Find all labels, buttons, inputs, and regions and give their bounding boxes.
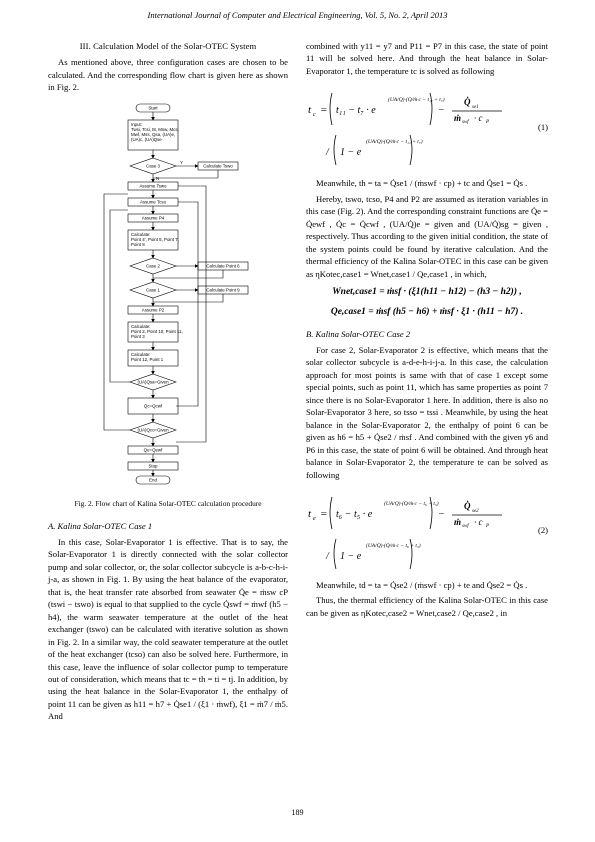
flow-calc-block3: Calculate: Point 12, Point 1 — [131, 351, 164, 362]
right-column — [306, 40, 548, 622]
svg-text:P: P — [486, 523, 490, 529]
flow-calc-block: Calculate: Point 4', Point 5, Point 7, Point 8 — [131, 231, 179, 247]
running-header: International Journal of Computer and Electrical Engineering, Vol. 5, No. 2, April 2013 — [147, 10, 448, 20]
svg-text:1 − e: 1 − e — [340, 147, 362, 159]
svg-text:c: c — [313, 112, 316, 119]
svg-text:ṁ: ṁ — [454, 516, 462, 527]
svg-text:t₆ − t₅ · e: t₆ − t₅ · e — [336, 508, 373, 520]
svg-text:−: − — [438, 105, 445, 117]
flow-input: Input: Twsi, Tcsi, t8, Msw, Mcs, Mwf, Mss, Qsa, (UA)e, (UA)c, (UA)Qse — [131, 121, 179, 142]
svg-text:· c: · c — [474, 113, 483, 124]
subsection-a-title: A. Kalina Solar-OTEC Case 1 — [48, 520, 153, 531]
flow-label-n: N — [156, 175, 160, 181]
svg-text:swf: swf — [462, 120, 469, 126]
flow-calc-tswo: Calculate Tswo — [203, 163, 233, 169]
flow-qe: Qe=Qewf — [143, 447, 163, 453]
flow-cond1: (UA)Qsa=Given — [137, 379, 169, 385]
flow-chart — [48, 98, 288, 493]
flow-label-y: Y — [180, 159, 183, 165]
paragraph-meanwhile-1: Meanwhile, th = ta = Q̇se1 / (ṁswf · cp) + tc and Q̇se1 = Q̇s . — [316, 178, 528, 189]
equation-q-e: Qe,case1 = ṁsf (h5 − h6) + ṁsf · ξ1 · (h11 − h7) . — [330, 306, 524, 317]
page-number: 189 — [291, 808, 304, 817]
flow-case2: Case 2 — [146, 263, 160, 269]
svg-text:P: P — [486, 120, 490, 126]
svg-text:Q̇: Q̇ — [464, 500, 471, 511]
svg-text:ṁ: ṁ — [454, 113, 462, 124]
flow-qc: Qc=Qcwf — [143, 403, 163, 409]
svg-text:/: / — [326, 550, 329, 562]
paragraph-case1: In this case, Solar-Evaporator 1 is effective. That is to say, the Solar-Evaporator 1 is directly connected with the solar collector pump and solar collector, or, the solar collector subcycle is a-b-c-h-i-j-a, as shown in Fig. 1. By using the heat balance of the evaporator, that is, the heat transfer rate absorbed from seawater Q̇e = ṁsw cP (tswi − tswo) is equal to that supplied to the cycle Q̇swf = ṁwf (h5 − h4), the warm seawater temperature at the outlet of the heat exchanger (tswo) can be calculated with iterative solution as shown in Fig. 2. In a similar way, the cold seawater temperature at the outlet of the heat exchanger (tcso) can also be solved here. Furthermore, in this case, leave the influence of solar collector pump to temperature out of consideration, which means that tc = th = ti = tj. In addition, by using the heat balance in the Solar-Evaporator 1, the enthalpy of point 11 can be given as h11 = h7 + Q̇se1 / (ξ1 · ṁwf), ξ1 = ṁ7 / ṁ5. And — [48, 537, 288, 722]
svg-text:e: e — [313, 515, 316, 522]
flow-end: End — [149, 477, 157, 483]
svg-text:=: = — [320, 104, 328, 117]
flow-assume-tswo: Assume Tswo — [139, 183, 167, 189]
svg-text:−: − — [438, 508, 445, 520]
svg-text:1 − e: 1 − e — [340, 550, 362, 562]
flow-case1: Case 1 — [146, 287, 160, 293]
flow-cond2: (UA)Qco=Given — [137, 427, 169, 433]
paragraph-thus: Thus, the thermal efficiency of the Kalina Solar-OTEC in this case can be given as ηKotec,case2 = Wnet,case2 / Qe,case2 , in — [306, 595, 548, 618]
left-column — [48, 40, 288, 726]
equation-w-net: Wnet,case1 = ṁsf · (ξ1(h11 − h12) − (h3 − h2)) , — [332, 286, 522, 297]
flow-stop: Stop — [148, 463, 158, 469]
paragraph-hereby: Hereby, tswo, tcso, P4 and P2 are assumed as iteration variables in this case (Fig. 2). And the corresponding constraint functions are Q̇e = Q̇ewf , Q̇c = Q̇cwf , (UA/Q̇)e = given and (UA/Q̇)sg = given , respectively. Thus according to the given initial condition, the state of the system points could be found by iterative calculation. And the thermal efficiency of the Kalina Solar-OTEC in this case can be given as ηKotec,case1 = Wnet,case1 / Qe,case1 , in which, — [306, 193, 548, 279]
equation-2 — [306, 487, 548, 573]
equation-1-graphic — [306, 83, 516, 171]
flow-calc-p6: Calculate Point 6 — [206, 263, 240, 269]
flow-calc-block2: Calculate: Point 2, Point 10, Point 11, Point 3 — [131, 323, 183, 339]
flow-assume-tcso: Assume Tcso — [139, 199, 167, 205]
paragraph-meanwhile-2: Meanwhile, td = ta = Q̇se2 / (ṁswf · cp) + te and Q̇se2 = Q̇s . — [316, 579, 528, 590]
subsection-b-title: B. Kalina Solar-OTEC Case 2 — [306, 328, 411, 339]
svg-text:Q̇: Q̇ — [464, 97, 471, 108]
equation-2-number: (2) — [537, 524, 548, 535]
svg-text:(UA/Q)·(Q/ṁ·c − t₁₁ + t₇): (UA/Q)·(Q/ṁ·c − t₁₁ + t₇) — [388, 97, 445, 104]
flow-assume-p4: Assume P4 — [141, 215, 165, 221]
svg-text:· c: · c — [474, 516, 483, 527]
flow-case3: Case 3 — [146, 163, 160, 169]
flow-chart-figure — [48, 98, 288, 493]
svg-text:=: = — [320, 507, 328, 520]
section-title: III. Calculation Model of the Solar-OTEC System — [79, 41, 257, 51]
svg-text:se2: se2 — [472, 508, 479, 514]
svg-text:se1: se1 — [472, 105, 479, 111]
svg-text:t₁₁ − t₇ · e: t₁₁ − t₇ · e — [336, 105, 376, 117]
svg-text:swf: swf — [462, 523, 469, 529]
paragraph-continued: combined with y11 = y7 and P11 = P7 in this case, the state of point 11 will be solved here. And through the heat balance in Solar-Evaporator 1, the temperature tc is solved as following — [306, 41, 548, 76]
svg-text:/: / — [326, 147, 329, 159]
paragraph-intro: As mentioned above, three configuration cases are chosen to be calculated. And the corresponding flow chart is given here as shown in Fig. 2. — [48, 57, 288, 93]
flow-start: Start — [148, 105, 158, 111]
svg-text:t: t — [308, 507, 312, 520]
flow-assume-p2: Assume P2 — [141, 307, 165, 313]
svg-text:t: t — [308, 104, 312, 117]
equation-1-number: (1) — [537, 122, 548, 133]
paragraph-case2: For case 2, Solar-Evaporator 2 is effective, which means that the solar collector subcycle is a-d-e-h-i-j-a. In this case, the calculation approach for most points is same with that of case 1 except some special points, such as point 11, which has same properties as point 7 since there is no Solar-Evaporator 1 here. In addition, there is also no Solar-Evaporator 3 here, so tsso = tssi . Meanwhile, by using the heat balance in the Solar-Evaporator 2, the enthalpy of point 6 can be given as h6 = h5 + Q̇se2 / ṁsf . And combined with the given y6 and P6 in this case, the state of point 6 will be obtained. And through heat balance in Solar-Evaporator 2, the temperature te can be solved as following — [306, 344, 548, 480]
svg-text:(UA/Q)·(Q/ṁ·c − t₆ + t₅): (UA/Q)·(Q/ṁ·c − t₆ + t₅) — [366, 542, 421, 549]
equation-2-graphic — [306, 487, 516, 573]
figure-caption: Fig. 2. Flow chart of Kalina Solar-OTEC calculation procedure — [74, 498, 262, 508]
svg-text:(UA/Q)·(Q/ṁ·c − t₁₁ + t₇): (UA/Q)·(Q/ṁ·c − t₁₁ + t₇) — [366, 139, 423, 146]
svg-text:(UA/Q)·(Q/ṁ·c − t₆ + t₅): (UA/Q)·(Q/ṁ·c − t₆ + t₅) — [384, 500, 439, 507]
equation-1 — [306, 83, 548, 171]
flow-calc-p9: Calculate Point 9 — [206, 287, 240, 293]
